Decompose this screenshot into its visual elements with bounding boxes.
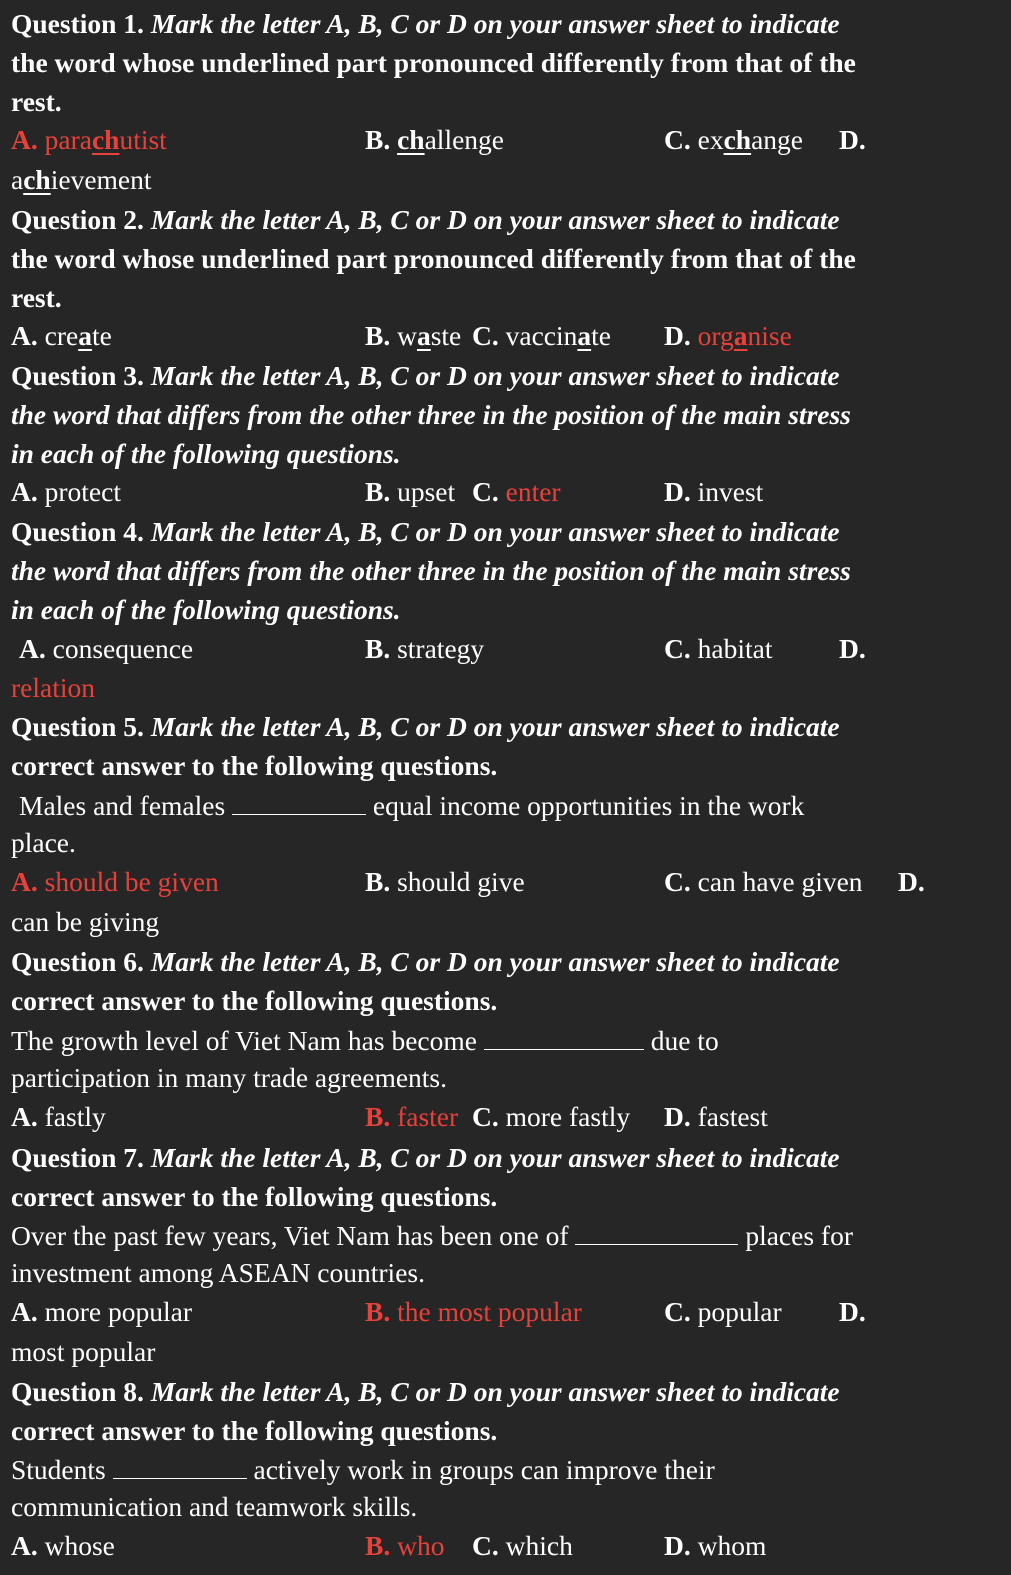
answer-blank[interactable] — [232, 784, 366, 815]
q7-stem-line2: investment among ASEAN countries. — [11, 1257, 425, 1288]
answer-blank[interactable] — [113, 1448, 247, 1479]
question-2-heading: Question 2. Mark the letter A, B, C or D on your answer sheet to indicate — [11, 204, 840, 235]
question-1-heading: Question 1. Mark the letter A, B, C or D on your answer sheet to indicate — [11, 8, 840, 39]
q8-option-a[interactable]: A. whose — [11, 1530, 115, 1561]
question-6-heading: Question 6. Mark the letter A, B, C or D on your answer sheet to indicate — [11, 946, 840, 977]
q8-option-d[interactable]: D. whom — [664, 1530, 767, 1561]
question-5-heading: Question 5. Mark the letter A, B, C or D on your answer sheet to indicate — [11, 711, 840, 742]
q2-option-a[interactable]: A. create — [11, 320, 112, 351]
q7-option-c[interactable]: C. popular — [664, 1296, 782, 1327]
q3-option-c[interactable]: C. enter — [472, 476, 561, 507]
question-6-instruction: correct answer to the following questions. — [11, 985, 498, 1016]
question-1-instruction: the word whose underlined part pronounced differently from that of the — [11, 47, 856, 78]
q6-option-c[interactable]: C. more fastly — [472, 1101, 631, 1132]
question-8-heading: Question 8. Mark the letter A, B, C or D on your answer sheet to indicate — [11, 1376, 840, 1407]
q2-option-b[interactable]: B. waste — [365, 320, 462, 351]
q5-stem-line2: place. — [11, 827, 76, 858]
q4-option-b[interactable]: B. strategy — [365, 633, 485, 664]
q6-option-d[interactable]: D. fastest — [664, 1101, 768, 1132]
q5-option-d-letter[interactable]: D. — [898, 866, 925, 897]
question-1-instruction: rest. — [11, 86, 62, 117]
question-8-instruction: correct answer to the following questions. — [11, 1415, 498, 1446]
question-2-instruction: the word whose underlined part pronounced differently from that of the — [11, 243, 856, 274]
q4-option-d-letter[interactable]: D. — [839, 633, 866, 664]
q6-stem-line2: participation in many trade agreements. — [11, 1062, 448, 1093]
q8-stem-line2: communication and teamwork skills. — [11, 1491, 418, 1522]
question-5-instruction: correct answer to the following questions. — [11, 750, 498, 781]
q6-stem: The growth level of Viet Nam has become due to — [11, 1019, 719, 1060]
q4-option-d[interactable]: relation — [11, 672, 95, 703]
q4-option-a[interactable]: A. consequence — [19, 633, 194, 664]
question-3-instruction: the word that differs from the other three in the position of the main stress — [11, 399, 851, 430]
q6-option-a[interactable]: A. fastly — [11, 1101, 106, 1132]
q7-option-a[interactable]: A. more popular — [11, 1296, 193, 1327]
q7-stem: Over the past few years, Viet Nam has been one of places for — [11, 1214, 853, 1255]
q1-option-d[interactable]: achievement — [11, 164, 152, 195]
q8-option-b[interactable]: B. who — [365, 1530, 445, 1561]
question-7-heading: Question 7. Mark the letter A, B, C or D on your answer sheet to indicate — [11, 1142, 840, 1173]
q7-option-b[interactable]: B. the most popular — [365, 1296, 582, 1327]
q5-option-a[interactable]: A. should be given — [11, 866, 219, 897]
q8-option-c[interactable]: C. which — [472, 1530, 573, 1561]
q6-option-b[interactable]: B. faster — [365, 1101, 459, 1132]
q1-option-c[interactable]: C. exchange — [664, 124, 804, 155]
q7-option-d[interactable]: most popular — [11, 1336, 156, 1367]
q3-option-a[interactable]: A. protect — [11, 476, 121, 507]
q8-stem: Students actively work in groups can improve their — [11, 1448, 715, 1489]
q1-option-d-letter[interactable]: D. — [839, 124, 866, 155]
answer-blank[interactable] — [575, 1214, 738, 1245]
q1-option-b[interactable]: B. challenge — [365, 124, 504, 155]
answer-blank[interactable] — [484, 1019, 644, 1050]
question-2-instruction: rest. — [11, 282, 62, 313]
question-4-heading: Question 4. Mark the letter A, B, C or D on your answer sheet to indicate — [11, 516, 840, 547]
q5-option-d[interactable]: can be giving — [11, 906, 160, 937]
q5-stem: Males and females equal income opportunities in the work — [19, 784, 804, 825]
q5-option-c[interactable]: C. can have given — [664, 866, 863, 897]
q2-option-c[interactable]: C. vaccinate — [472, 320, 611, 351]
question-3-instruction: in each of the following questions. — [11, 438, 401, 469]
q3-option-b[interactable]: B. upset — [365, 476, 456, 507]
q4-option-c[interactable]: C. habitat — [664, 633, 773, 664]
q3-option-d[interactable]: D. invest — [664, 476, 764, 507]
question-3-heading: Question 3. Mark the letter A, B, C or D on your answer sheet to indicate — [11, 360, 840, 391]
q7-option-d-letter[interactable]: D. — [839, 1296, 866, 1327]
q5-option-b[interactable]: B. should give — [365, 866, 525, 897]
q2-option-d[interactable]: D. organise — [664, 320, 792, 351]
question-4-instruction: the word that differs from the other three in the position of the main stress — [11, 555, 851, 586]
question-4-instruction: in each of the following questions. — [11, 594, 401, 625]
q1-option-a[interactable]: A. parachutist — [11, 124, 167, 155]
question-7-instruction: correct answer to the following questions. — [11, 1181, 498, 1212]
